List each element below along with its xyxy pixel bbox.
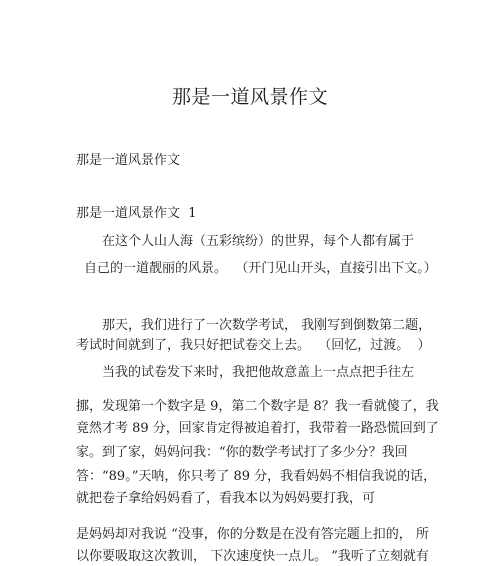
section-heading: 那是一道风景作文 1: [76, 206, 197, 221]
paragraph-line: 以你要吸取这次教训， 下次速度快一点儿。 ”我听了立刻就有: [76, 549, 429, 564]
paragraph-line: 是妈妈却对我说 “没事，你的分数是在没有答完题上扣的， 所: [76, 527, 429, 542]
paragraph-line: 当我的试卷发下来时，我把他故意盖上一点点把手往左: [102, 365, 415, 380]
paragraph-line: 考试时间就到了，我只好把试卷交上去。 （回忆，过渡。 ）: [76, 338, 431, 353]
paragraph-line: 竟然才考 89 分，回家肯定得被追着打，我带着一路恐慌回到了: [76, 421, 439, 436]
paragraph-line: 在这个人山人海（五彩缤纷）的世界，每个人都有属于: [102, 234, 415, 249]
paragraph-line: 自己的一道靓丽的风景。 （开门见山开头，直接引出下文。）: [84, 261, 437, 276]
paragraph-line: 那天，我们进行了一次数学考试， 我刚写到倒数第二题，: [102, 318, 432, 333]
subtitle: 那是一道风景作文: [76, 153, 181, 168]
paragraph-line: 家。到了家，妈妈问我：“你的数学考试打了多少分？我回: [76, 445, 408, 460]
paragraph-line: 就把卷子拿给妈妈看了，看我本以为妈妈要打我，可: [76, 491, 376, 506]
paragraph-line: 挪，发现第一个数字是 9，第二个数字是 8？我一看就傻了，我: [76, 399, 439, 414]
document-title: 那是一道风景作文: [171, 86, 328, 108]
paragraph-line: 答：“89。”天呐，你只考了 89 分，我看妈妈不相信我说的话，: [76, 469, 437, 484]
